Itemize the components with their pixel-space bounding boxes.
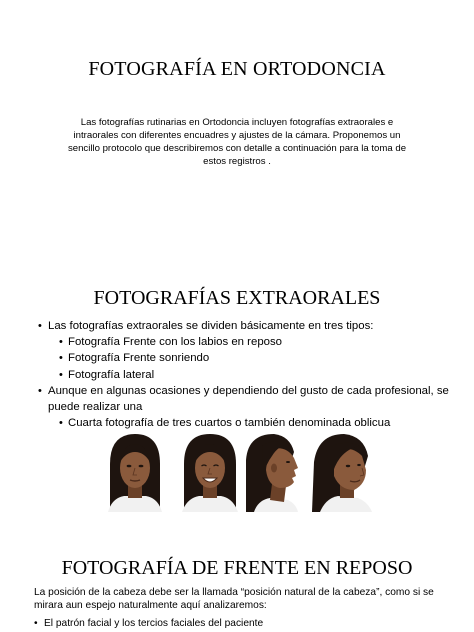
- photo-frontal-sonriendo: [179, 430, 241, 512]
- section-title-frente-reposo: FOTOGRAFÍA DE FRENTE EN REPOSO: [61, 557, 413, 579]
- frente-reposo-paragraph: La posición de la cabeza debe ser la llamada “posición natural de la cabeza”, como si se mirara aun espejo naturalmente aquí analizaremos:: [34, 587, 434, 611]
- list-item: • Las fotografías extraorales se dividen básicamente en tres tipos:: [38, 318, 458, 334]
- page-title: FOTOGRAFÍA EN ORTODONCIA: [88, 58, 386, 80]
- photo-lateral: [244, 430, 306, 512]
- list-item: • Cuarta fotografía de tres cuartos o también denominada oblicua: [38, 415, 458, 431]
- intro-paragraph: Las fotografías rutinarias en Ortodoncia incluyen fotografías extraorales e intraorales con diferentes encuadres y ajustes de la cámara. Proponemos un sencillo protocolo que describiremos con detalle a continuación para la toma de estos registros .: [67, 117, 407, 167]
- list-item: • Fotografía Frente sonriendo: [38, 350, 458, 366]
- patient-photo-strip: [104, 430, 374, 512]
- photo-tres-cuartos: [312, 430, 374, 512]
- section-title-extraorales: FOTOGRAFÍAS EXTRAORALES: [93, 287, 381, 309]
- photo-frontal-reposo: [104, 430, 166, 512]
- frente-reposo-bullet: [34, 617, 263, 630]
- list-item: • Fotografía lateral: [38, 367, 458, 383]
- bullet-dot: •: [34, 618, 38, 629]
- extraorales-bullet-list: [38, 318, 458, 431]
- bullet-text: El patrón facial y los tercios faciales del paciente: [44, 618, 264, 629]
- list-item: • Aunque en algunas ocasiones y dependiendo del gusto de cada profesional, se puede realizar una: [38, 383, 458, 415]
- list-item: • Fotografía Frente con los labios en reposo: [38, 334, 458, 350]
